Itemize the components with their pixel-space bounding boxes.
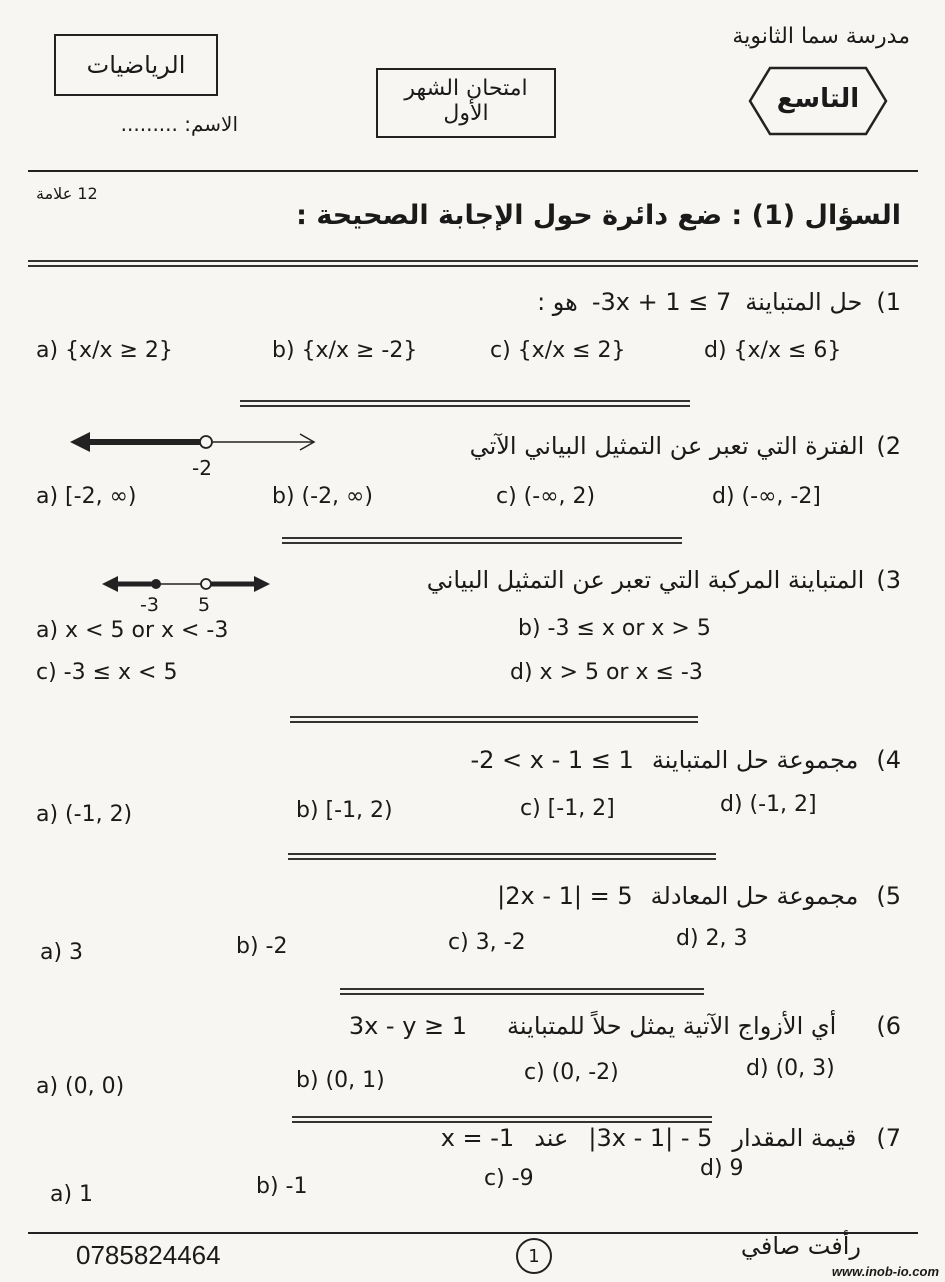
q6-number: 6) xyxy=(876,1012,901,1040)
q2-prompt: الفترة التي تعبر عن التمثيل البياني الآتي xyxy=(469,432,865,460)
q3-graph-label-left: -3 xyxy=(140,594,159,616)
q6-option-d[interactable]: d) (0, 3) xyxy=(746,1056,835,1081)
q6-prompt: أي الأزواج الآتية يمثل حلاً للمتباينة xyxy=(507,1012,837,1040)
q3-closed-point xyxy=(151,579,161,589)
q3-open-point xyxy=(201,579,211,589)
q2-option-c[interactable]: c) (-∞, 2) xyxy=(496,484,596,509)
subject-box xyxy=(54,34,218,96)
header-divider xyxy=(28,170,918,172)
q5-option-a[interactable]: a) 3 xyxy=(40,940,84,965)
q4-expression: -2 < x - 1 ≤ 1 xyxy=(470,746,634,774)
q4-prompt: مجموعة حل المتباينة xyxy=(651,746,859,774)
q1-divider xyxy=(240,400,690,402)
q3-option-a[interactable]: a) x < 5 or x < -3 xyxy=(36,618,229,643)
q2-option-b[interactable]: b) (-2, ∞) xyxy=(272,484,373,509)
q4-option-a[interactable]: a) (-1, 2) xyxy=(36,802,133,827)
q6-divider xyxy=(292,1116,712,1118)
page-number-circle xyxy=(516,1238,552,1274)
q4-option-b[interactable]: b) [-1, 2) xyxy=(296,798,393,823)
q1-option-c[interactable]: c) {x/x ≤ 2} xyxy=(490,338,626,363)
section-title: السؤال (1) : ضع دائرة حول الإجابة الصحيحة : xyxy=(296,200,901,231)
q2-number: 2) xyxy=(876,432,901,460)
q1-prompt: حل المتباينة xyxy=(745,288,863,316)
website-watermark: www.inob-io.com xyxy=(831,1264,939,1279)
section-divider xyxy=(28,260,918,262)
q1-option-b[interactable]: b) {x/x ≥ -2} xyxy=(272,338,418,363)
q7-option-d[interactable]: d) 9 xyxy=(700,1156,744,1181)
q7-suffix: عند xyxy=(534,1124,569,1152)
q3-right-arrowhead xyxy=(254,576,270,592)
q5-number: 5) xyxy=(876,882,901,910)
q2-open-point xyxy=(200,436,212,448)
q5-option-d[interactable]: d) 2, 3 xyxy=(676,926,748,951)
q3-option-b[interactable]: b) -3 ≤ x or x > 5 xyxy=(518,616,711,641)
q4-number: 4) xyxy=(876,746,901,774)
q4-divider xyxy=(288,853,716,855)
q5-option-c[interactable]: c) 3, -2 xyxy=(448,930,526,955)
q1-expression: -3x + 1 ≤ 7 xyxy=(591,288,732,316)
q4-option-c[interactable]: c) [-1, 2] xyxy=(520,796,615,821)
q1-number: 1) xyxy=(876,288,901,316)
q7-condition: x = -1 xyxy=(440,1124,515,1152)
exam-header xyxy=(30,20,910,170)
q3-graph-label-right: 5 xyxy=(198,594,211,616)
q5-expression: |2x - 1| = 5 xyxy=(497,882,633,910)
q1-suffix: هو : xyxy=(537,288,578,316)
q1-option-d[interactable]: d) {x/x ≤ 6} xyxy=(704,338,842,363)
q2-option-a[interactable]: a) [-2, ∞) xyxy=(36,484,137,509)
author-name: رأفت صافي xyxy=(740,1232,861,1260)
q3-number: 3) xyxy=(876,566,901,594)
q3-divider xyxy=(290,716,698,718)
q5-prompt: مجموعة حل المعادلة xyxy=(650,882,859,910)
q3-option-c[interactable]: c) -3 ≤ x < 5 xyxy=(36,660,178,685)
q7-prompt: قيمة المقدار xyxy=(732,1124,857,1152)
page-number: 1 xyxy=(528,1245,540,1267)
q6-option-c[interactable]: c) (0, -2) xyxy=(524,1060,619,1085)
q7-option-a[interactable]: a) 1 xyxy=(50,1182,94,1207)
q2-graph-label: -2 xyxy=(192,456,212,480)
q6-option-a[interactable]: a) (0, 0) xyxy=(36,1074,125,1099)
q6-option-b[interactable]: b) (0, 1) xyxy=(296,1068,385,1093)
q5-divider xyxy=(340,988,704,990)
q7-option-b[interactable]: b) -1 xyxy=(256,1174,308,1199)
student-name-label: الاسم: ......... xyxy=(120,112,238,136)
q6-expression: 3x - y ≥ 1 xyxy=(348,1012,468,1040)
q7-option-c[interactable]: c) -9 xyxy=(484,1166,534,1191)
q3-left-arrowhead xyxy=(102,576,118,592)
q3-option-d[interactable]: d) x > 5 or x ≤ -3 xyxy=(510,660,703,685)
q4-option-d[interactable]: d) (-1, 2] xyxy=(720,792,817,817)
q1-option-a[interactable]: a) {x/x ≥ 2} xyxy=(36,338,173,363)
q2-option-d[interactable]: d) (-∞, -2] xyxy=(712,484,821,509)
q2-ray-arrowhead xyxy=(70,432,90,452)
section-mark: 12 علامة xyxy=(36,184,98,203)
exam-title-line2: الأول xyxy=(443,101,489,126)
phone-number: 0785824464 xyxy=(76,1240,221,1270)
q7-number: 7) xyxy=(876,1124,901,1152)
exam-title-box xyxy=(376,68,556,138)
exam-title-line1: امتحان الشهر xyxy=(404,76,528,101)
q2-divider xyxy=(282,537,682,539)
school-name: مدرسة سما الثانوية xyxy=(732,24,910,49)
q5-option-b[interactable]: b) -2 xyxy=(236,934,288,959)
q7-expression: |3x - 1| - 5 xyxy=(588,1124,713,1152)
q3-number-line xyxy=(100,570,272,600)
grade-label: التاسع xyxy=(776,84,860,114)
q3-prompt: المتباينة المركبة التي تعبر عن التمثيل البياني xyxy=(426,566,865,594)
subject-label: الرياضيات xyxy=(86,51,186,79)
